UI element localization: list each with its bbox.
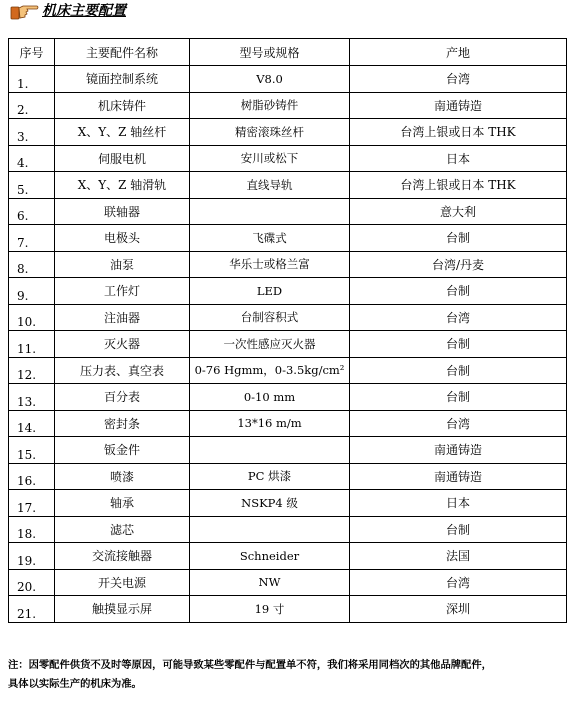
- col-header-part-name: 主要配件名称: [55, 39, 190, 66]
- cell-index: 21.: [9, 596, 55, 623]
- table-row: [9, 119, 567, 146]
- cell-model: V8.0: [190, 66, 350, 93]
- cell-index: 9.: [9, 278, 55, 305]
- cell-part-name: 工作灯: [55, 278, 190, 305]
- col-header-index: 序号: [9, 39, 55, 66]
- cell-part-name: 灭火器: [55, 331, 190, 358]
- table-row: [9, 225, 567, 252]
- cell-part-name: 滤芯: [55, 516, 190, 543]
- cell-model: 树脂砂铸件: [190, 92, 350, 119]
- table-row: [9, 304, 567, 331]
- cell-origin: 南通铸造: [350, 463, 567, 490]
- table-row: [9, 516, 567, 543]
- cell-origin: 南通铸造: [350, 437, 567, 464]
- col-header-origin: 产地: [350, 39, 567, 66]
- cell-model: 飞碟式: [190, 225, 350, 252]
- cell-model: 安川或松下: [190, 145, 350, 172]
- cell-origin: 台制: [350, 357, 567, 384]
- cell-part-name: 钣金件: [55, 437, 190, 464]
- cell-origin: 台湾: [350, 66, 567, 93]
- cell-part-name: X、Y、Z 轴丝杆: [55, 119, 190, 146]
- table-row: [9, 278, 567, 305]
- cell-part-name: 密封条: [55, 410, 190, 437]
- cell-origin: 台湾上银或日本 THK: [350, 119, 567, 146]
- footnote-line-1: 注：因零配件供货不及时等原因，可能导致某些零配件与配置单不符，我们将采用同档次的其他品牌配件，: [8, 659, 492, 671]
- cell-part-name: 喷漆: [55, 463, 190, 490]
- table-row: [9, 198, 567, 225]
- cell-model: 19 寸: [190, 596, 350, 623]
- col-header-model: 型号或规格: [190, 39, 350, 66]
- cell-part-name: 百分表: [55, 384, 190, 411]
- cell-index: 1.: [9, 66, 55, 93]
- cell-origin: 台制: [350, 278, 567, 305]
- config-table: [8, 38, 567, 623]
- cell-origin: 台湾: [350, 569, 567, 596]
- cell-origin: 台制: [350, 516, 567, 543]
- cell-model: PC 烘漆: [190, 463, 350, 490]
- table-row: [9, 357, 567, 384]
- cell-model: LED: [190, 278, 350, 305]
- cell-model: [190, 437, 350, 464]
- cell-index: 18.: [9, 516, 55, 543]
- cell-origin: 台湾: [350, 410, 567, 437]
- footnote-line-2: 具体以实际生产的机床为准。: [8, 678, 142, 690]
- cell-origin: 日本: [350, 490, 567, 517]
- cell-model: 0-10 mm: [190, 384, 350, 411]
- cell-part-name: 联轴器: [55, 198, 190, 225]
- cell-model: 华乐士或格兰富: [190, 251, 350, 278]
- cell-origin: 日本: [350, 145, 567, 172]
- section-header: [10, 0, 126, 22]
- cell-model: [190, 198, 350, 225]
- cell-part-name: 压力表、真空表: [55, 357, 190, 384]
- cell-index: 14.: [9, 410, 55, 437]
- cell-index: 16.: [9, 463, 55, 490]
- table-row: [9, 384, 567, 411]
- cell-origin: 台湾上银或日本 THK: [350, 172, 567, 199]
- cell-origin: 台制: [350, 384, 567, 411]
- cell-model: 一次性感应灭火器: [190, 331, 350, 358]
- cell-part-name: 油泵: [55, 251, 190, 278]
- table-row: [9, 490, 567, 517]
- cell-index: 17.: [9, 490, 55, 517]
- cell-index: 8.: [9, 251, 55, 278]
- cell-part-name: 电极头: [55, 225, 190, 252]
- cell-index: 15.: [9, 437, 55, 464]
- cell-index: 3.: [9, 119, 55, 146]
- cell-part-name: 轴承: [55, 490, 190, 517]
- cell-origin: 南通铸造: [350, 92, 567, 119]
- table-row: [9, 463, 567, 490]
- page-title: 机床主要配置: [42, 3, 126, 19]
- cell-index: 11.: [9, 331, 55, 358]
- table-row: [9, 410, 567, 437]
- cell-index: 6.: [9, 198, 55, 225]
- cell-index: 4.: [9, 145, 55, 172]
- table-row: [9, 543, 567, 570]
- cell-part-name: 机床铸件: [55, 92, 190, 119]
- cell-model: 精密滚珠丝杆: [190, 119, 350, 146]
- table-row: [9, 251, 567, 278]
- cell-origin: 意大利: [350, 198, 567, 225]
- cell-origin: 台湾: [350, 304, 567, 331]
- cell-index: 20.: [9, 569, 55, 596]
- table-row: [9, 92, 567, 119]
- cell-index: 19.: [9, 543, 55, 570]
- cell-index: 13.: [9, 384, 55, 411]
- table-row: [9, 331, 567, 358]
- table-header-row: [9, 39, 567, 66]
- cell-model: 0-76 Hgmm，0-3.5kg/cm²: [190, 357, 350, 384]
- table-row: [9, 437, 567, 464]
- cell-part-name: 触摸显示屏: [55, 596, 190, 623]
- cell-model: 13*16 m/m: [190, 410, 350, 437]
- cell-origin: 台制: [350, 225, 567, 252]
- footnote: [8, 656, 568, 694]
- cell-index: 7.: [9, 225, 55, 252]
- cell-model: NSKP4 级: [190, 490, 350, 517]
- pointing-hand-icon: [10, 1, 40, 21]
- cell-part-name: 镜面控制系统: [55, 66, 190, 93]
- cell-part-name: 注油器: [55, 304, 190, 331]
- cell-origin: 法国: [350, 543, 567, 570]
- cell-index: 12.: [9, 357, 55, 384]
- cell-origin: 台湾/丹麦: [350, 251, 567, 278]
- cell-model: NW: [190, 569, 350, 596]
- cell-index: 5.: [9, 172, 55, 199]
- table-row: [9, 66, 567, 93]
- cell-part-name: 开关电源: [55, 569, 190, 596]
- cell-part-name: 伺服电机: [55, 145, 190, 172]
- cell-origin: 深圳: [350, 596, 567, 623]
- cell-model: 直线导轨: [190, 172, 350, 199]
- cell-model: Schneider: [190, 543, 350, 570]
- cell-model: [190, 516, 350, 543]
- cell-part-name: X、Y、Z 轴滑轨: [55, 172, 190, 199]
- cell-origin: 台制: [350, 331, 567, 358]
- table-row: [9, 172, 567, 199]
- cell-index: 2.: [9, 92, 55, 119]
- table-row: [9, 569, 567, 596]
- cell-model: 台制容积式: [190, 304, 350, 331]
- table-row: [9, 145, 567, 172]
- cell-part-name: 交流接触器: [55, 543, 190, 570]
- table-row: [9, 596, 567, 623]
- cell-index: 10.: [9, 304, 55, 331]
